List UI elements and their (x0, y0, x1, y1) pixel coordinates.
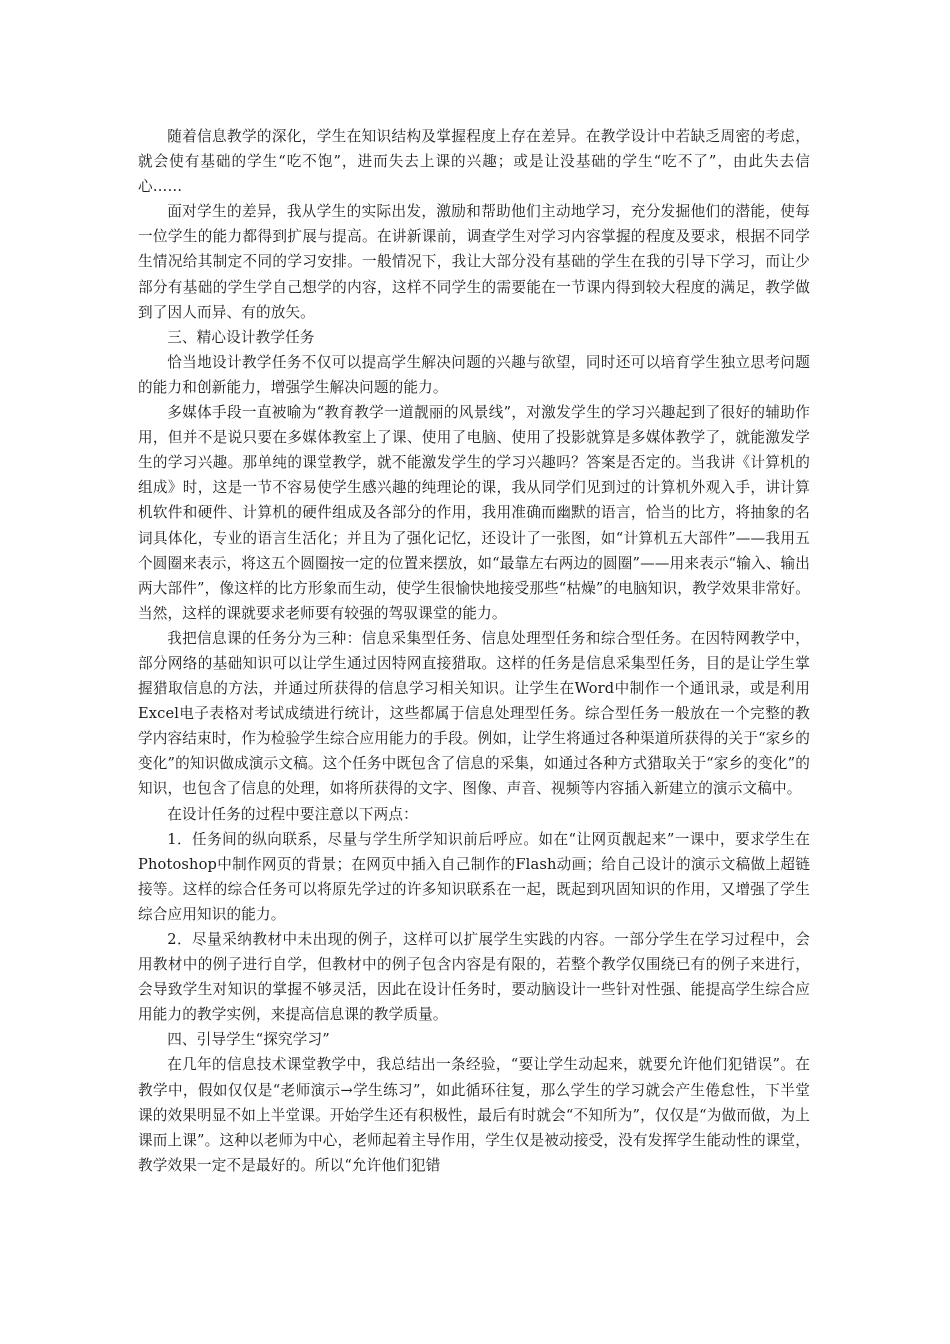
paragraph: 恰当地设计教学任务不仅可以提高学生解决问题的兴趣与欲望，同时还可以培育学生独立思考问题的能力和创新能力，增强学生解决问题的能力。 (138, 353, 810, 396)
paragraph: 在几年的信息技术课堂教学中，我总结出一条经验，“要让学生动起来，就要允许他们犯错误”。在教学中，假如仅仅是“老师演示→学生练习”，如此循环往复，那么学生的学习就会产生倦怠性，下半堂课的效果明显不如上半堂课。开始学生还有积极性，最后有时就会“不知所为”，仅仅是“为做而做，为上课而上课”。这种以老师为中心，老师起着主导作用，学生仅是被动接受，没有发挥学生能动性的课堂，教学效果一定不是最好的。所以“允许他们犯错 (138, 1056, 810, 1174)
document-body (138, 124, 810, 1178)
section-heading: 四、引导学生“探究学习” (167, 1031, 330, 1049)
paragraph: 随着信息教学的深化，学生在知识结构及掌握程度上存在差异。在教学设计中若缺乏周密的考虑，就会使有基础的学生“吃不饱”，进而失去上课的兴趣；或是让没基础的学生“吃不了”，由此失去信心…… (138, 128, 810, 196)
list-item: 1．任务间的纵向联系，尽量与学生所学知识前后呼应。如在“让网页靓起来”一课中，要求学生在Photoshop中制作网页的背景；在网页中插入自己制作的Flash动画；给自己设计的演示文稿做上超链接等。这样的综合任务可以将原先学过的许多知识联系在一起，既起到巩固知识的作用，又增强了学生综合应用知识的能力。 (138, 830, 810, 923)
paragraph: 我把信息课的任务分为三种：信息采集型任务、信息处理型任务和综合型任务。在因特网教学中，部分网络的基础知识可以让学生通过因特网直接猎取。这样的任务是信息采集型任务，目的是让学生掌握猎取信息的方法，并通过所获得的信息学习相关知识。让学生在Word中制作一个通讯录，或是利用Excel电子表格对考试成绩进行统计，这些都属于信息处理型任务。综合型任务一般放在一个完整的教学内容结束时，作为检验学生综合应用能力的手段。例如，让学生将通过各种渠道所获得的关于“家乡的变化”的知识做成演示文稿。这个任务中既包含了信息的采集，如通过各种方式猎取关于“家乡的变化”的知识，也包含了信息的处理，如将所获得的文字、图像、声音、视频等内容插入新建立的演示文稿中。 (138, 629, 810, 798)
paragraph: 多媒体手段一直被喻为“教育教学一道靓丽的风景线”，对激发学生的学习兴趣起到了很好的辅助作用，但并不是说只要在多媒体教室上了课、使用了电脑、使用了投影就算是多媒体教学了，就能激发学生的学习兴趣。那单纯的课堂教学，就不能激发学生的学习兴趣吗？答案是否定的。当我讲《计算机的组成》时，这是一节不容易使学生感兴趣的纯理论的课，我从同学们见到过的计算机外观入手，讲计算机软件和硬件、计算机的硬件组成及各部分的作用，我用准确而幽默的语言，恰当的比方，将抽象的名词具体化，专业的语言生活化；并且为了强化记忆，还设计了一张图，如“计算机五大部件”——我用五个圆圈来表示，将这五个圆圈按一定的位置来摆放，如“最靠左右两边的圆圈”——用来表示“输入、输出两大部件”，像这样的比方形象而生动，使学生很愉快地接受那些“枯燥”的电脑知识，教学效果非常好。当然，这样的课就要求老师要有较强的驾驭课堂的能力。 (138, 404, 810, 622)
paragraph: 面对学生的差异，我从学生的实际出发，激励和帮助他们主动地学习，充分发掘他们的潜能，使每一位学生的能力都得到扩展与提高。在讲新课前，调查学生对学习内容掌握的程度及要求，根据不同学生情况给其制定不同的学习安排。一般情况下，我让大部分没有基础的学生在我的引导下学习，而让少部分有基础的学生学自己想学的内容，这样不同学生的需要能在一节课内得到较大程度的满足，教学做到了因人而异、有的放矢。 (138, 203, 810, 321)
section-heading: 三、精心设计教学任务 (167, 328, 315, 346)
paragraph: 在设计任务的过程中要注意以下两点： (167, 805, 418, 823)
list-item: 2．尽量采纳教材中未出现的例子，这样可以扩展学生实践的内容。一部分学生在学习过程中，会用教材中的例子进行自学，但教材中的例子包含内容是有限的，若整个教学仅围绕已有的例子来进行，会导致学生对知识的掌握不够灵活，因此在设计任务时，要动脑设计一些针对性强、能提高学生综合应用能力的教学实例，来提高信息课的教学质量。 (138, 931, 810, 1024)
